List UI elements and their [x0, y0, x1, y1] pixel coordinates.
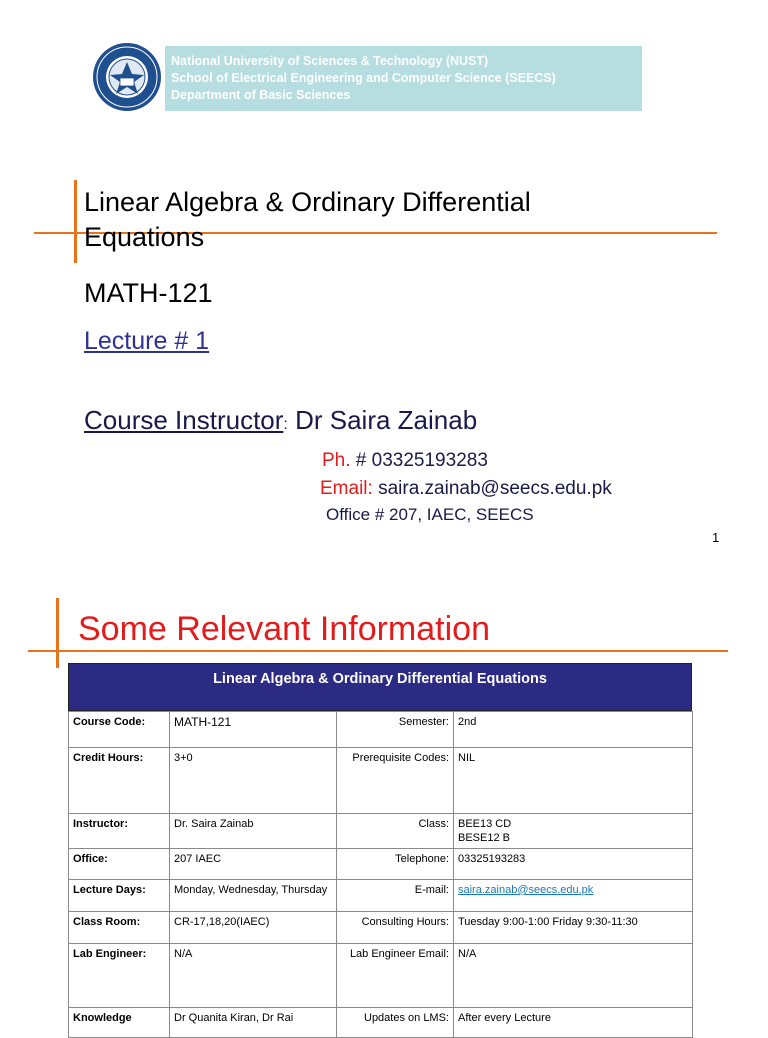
cell-key: Credit Hours:	[69, 748, 170, 814]
cell-value: N/A	[170, 944, 337, 1008]
cell-key: Knowledge	[69, 1008, 170, 1038]
email-line	[320, 478, 612, 500]
cell-key: Lab Engineer:	[69, 944, 170, 1008]
instructor-label: Course Instructor	[84, 405, 284, 435]
cell-value: 3+0	[170, 748, 337, 814]
cell-value: 207 IAEC	[170, 849, 337, 880]
institution-banner	[165, 46, 642, 111]
cell-value: 03325193283	[454, 849, 693, 880]
instructor-colon: :	[283, 416, 288, 433]
cell-key: Lab Engineer Email:	[337, 944, 454, 1008]
table-row	[69, 880, 693, 912]
cell-value: Dr Quanita Kiran, Dr Rai	[170, 1008, 337, 1038]
banner-department: Department of Basic Sciences	[171, 88, 351, 102]
table-row	[69, 912, 693, 944]
email-label: Email:	[320, 478, 373, 499]
accent-vertical-line	[74, 180, 77, 263]
email-link[interactable]: saira.zainab@seecs.edu.pk	[458, 884, 594, 896]
cell-key: Instructor:	[69, 814, 170, 849]
cell-key: Updates on LMS:	[337, 1008, 454, 1038]
instructor-name: Dr Saira Zainab	[287, 405, 478, 435]
class-section: BEE13 CD	[458, 818, 512, 830]
cell-value: 2nd	[454, 712, 693, 748]
table-row	[69, 814, 693, 849]
cell-key: Office:	[69, 849, 170, 880]
cell-key: Course Code:	[69, 712, 170, 748]
cell-key: Telephone:	[337, 849, 454, 880]
banner-university: National University of Sciences & Technology (NUST)	[171, 54, 489, 68]
slide-2	[0, 560, 768, 1024]
page-number: 1	[712, 530, 720, 545]
phone-value: # 03325193283	[350, 450, 488, 471]
lecture-link[interactable]: Lecture # 1	[84, 327, 210, 355]
section-title: Some Relevant Information	[78, 610, 490, 648]
cell-value: N/A	[454, 944, 693, 1008]
cell-value: Dr. Saira Zainab	[170, 814, 337, 849]
cell-key: Class:	[337, 814, 454, 849]
cell-key: Class Room:	[69, 912, 170, 944]
email-value: saira.zainab@seecs.edu.pk	[372, 478, 612, 499]
cell-value	[454, 814, 693, 849]
banner-school: School of Electrical Engineering and Computer Science (SEECS)	[171, 71, 556, 85]
accent-horizontal-line	[28, 650, 728, 652]
table-row	[69, 712, 693, 748]
cell-value: After every Lecture	[454, 1008, 693, 1038]
cell-value: Monday, Wednesday, Thursday	[170, 880, 337, 912]
cell-value: CR-17,18,20(IAEC)	[170, 912, 337, 944]
cell-value: MATH-121	[170, 712, 337, 748]
table-row	[69, 748, 693, 814]
phone-label: Ph.	[322, 450, 351, 471]
instructor-line	[84, 405, 477, 436]
cell-value	[454, 880, 693, 912]
course-code: MATH-121	[84, 278, 213, 308]
cell-key: Consulting Hours:	[337, 912, 454, 944]
table-title: Linear Algebra & Ordinary Differential Equations	[68, 663, 692, 711]
cell-key: Lecture Days:	[69, 880, 170, 912]
table-row	[69, 944, 693, 1008]
phone-line	[322, 450, 488, 472]
table-row	[69, 1008, 693, 1038]
cell-value: Tuesday 9:00-1:00 Friday 9:30-11:30	[454, 912, 693, 944]
cell-value: NIL	[454, 748, 693, 814]
course-info-table	[68, 663, 692, 1038]
accent-vertical-line	[56, 598, 59, 668]
table-row	[69, 849, 693, 880]
cell-key: Semester:	[337, 712, 454, 748]
course-title: Linear Algebra & Ordinary Differential Equations	[84, 187, 531, 252]
office-line: Office # 207, IAEC, SEECS	[326, 505, 534, 524]
class-section: BESE12 B	[458, 832, 510, 844]
cell-key: Prerequisite Codes:	[337, 748, 454, 814]
nust-seal-icon	[92, 42, 162, 112]
cell-key: E-mail:	[337, 880, 454, 912]
